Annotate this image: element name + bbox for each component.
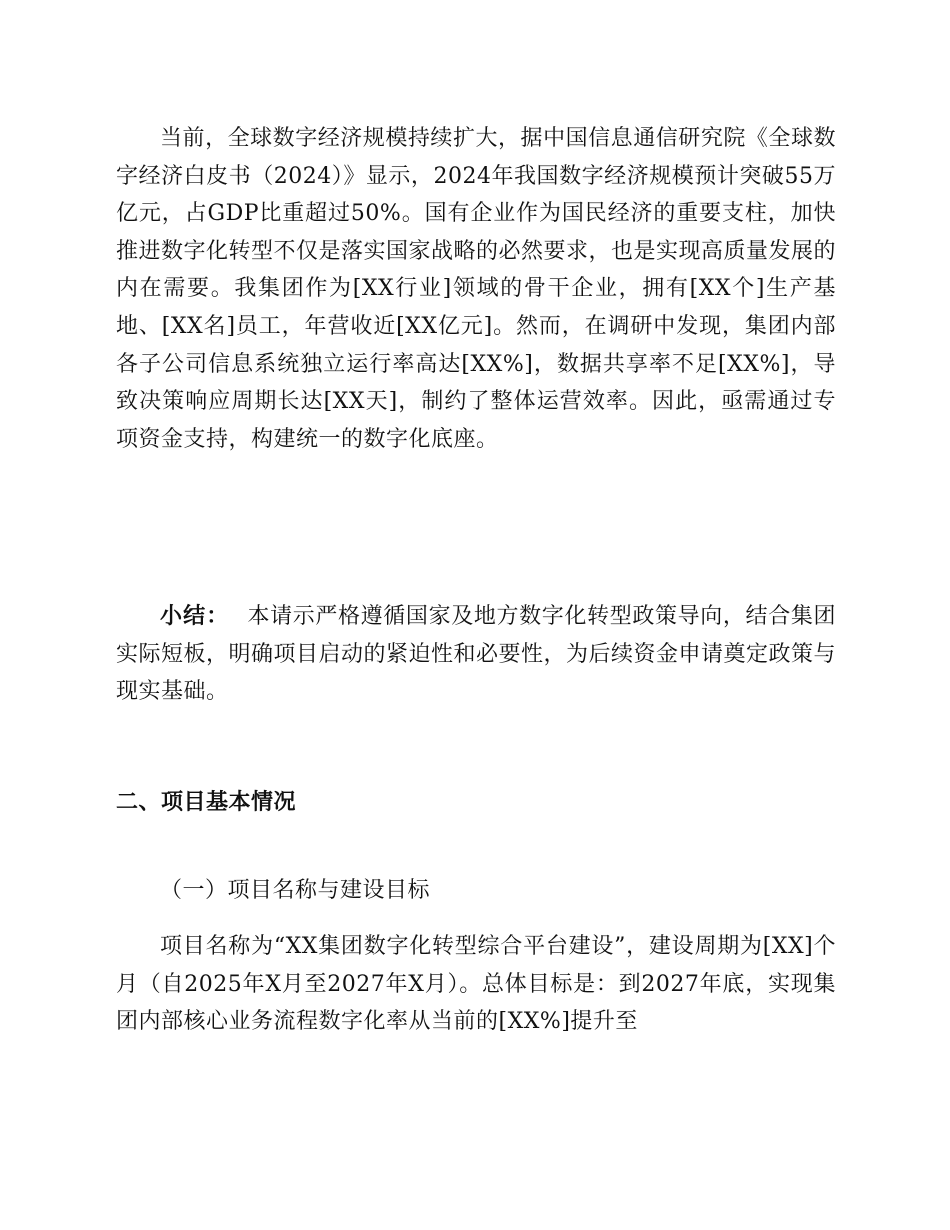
summary-paragraph <box>116 598 836 711</box>
project-name-paragraph: 项目名称为“XX集团数字化转型综合平台建设”，建设周期为[XX]个月（自2025年X月至2027年X月）。总体目标是：到2027年底，实现集团内部核心业务流程数字化率从当前的[XX%]提升至 <box>116 934 836 1035</box>
summary-lead-label: 小结： <box>160 604 230 629</box>
summary-text: 本请示严格遵循国家及地方数字化转型政策导向，结合集团实际短板，明确项目启动的紧迫性和必要性，为后续资金申请奠定政策与现实基础。 <box>116 604 837 705</box>
background-paragraph: 当前，全球数字经济规模持续扩大，据中国信息通信研究院《全球数字经济白皮书（2024）》显示，2024年我国数字经济规模预计突破55万亿元，占GDP比重超过50%。国有企业作为国民经济的重要支柱，加快推进数字化转型不仅是落实国家战略的必然要求，也是实现高质量发展的内在需要。我集团作为[XX行业]领域的骨干企业，拥有[XX个]生产基地、[XX名]员工，年营收近[XX亿元]。然而，在调研中发现，集团内部各子公司信息系统独立运行率高达[XX%]，数据共享率不足[XX%]，导致决策响应周期长达[XX天]，制约了整体运营效率。因此，亟需通过专项资金支持，构建统一的数字化底座。 <box>116 126 837 452</box>
subsection-heading: （一）项目名称与建设目标 <box>160 878 431 903</box>
section-heading: 二、项目基本情况 <box>116 790 297 815</box>
